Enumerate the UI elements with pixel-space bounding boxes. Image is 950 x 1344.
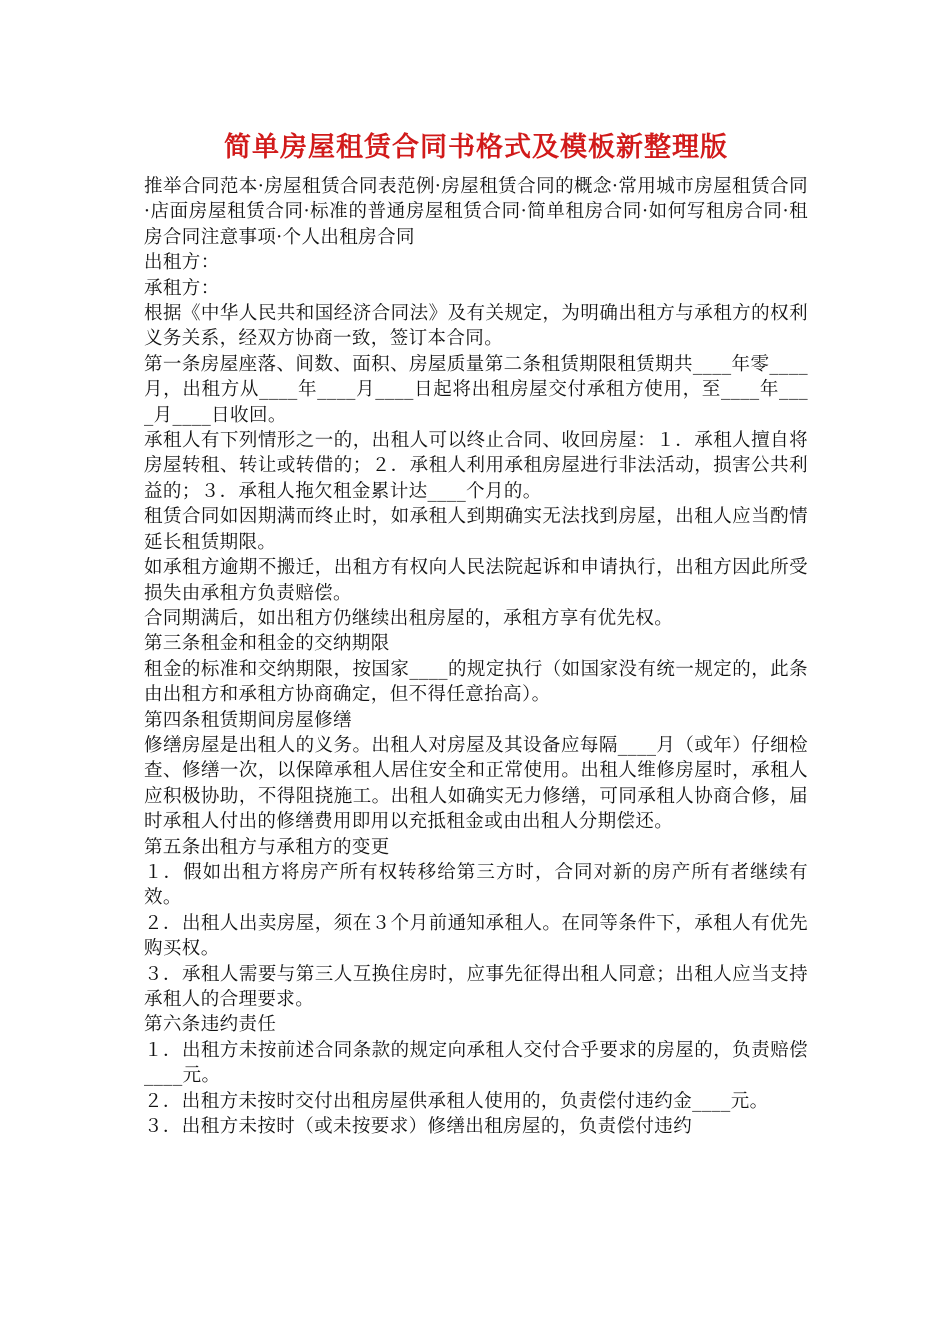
repair-paragraph: 修缮房屋是出租人的义务。出租人对房屋及其设备应每隔____月（或年）仔细检查、修缮一次，以保障承租人居住安全和正常使用。出租人维修房屋时，承租人应积极协助，不得阻挠施工。出租人如确实无力修缮，可同承租人协商合修，届时承租人付出的修缮费用即用以充抵租金或由出租人分期偿还。 [144,734,808,833]
article-3-heading: 第三条租金和租金的交纳期限 [144,633,390,655]
article-6-heading: 第六条违约责任 [144,1014,277,1036]
overstay-paragraph: 如承租方逾期不搬迁，出租方有权向人民法院起诉和申请执行，出租方因此所受损失由承租方负责赔偿。 [144,557,808,604]
recommended-links-paragraph: 推举合同范本·房屋租赁合同表范例·房屋租赁合同的概念·常用城市房屋租赁合同·店面房屋租赁合同·标准的普通房屋租赁合同·简单租房合同·如何写租房合同·租房合同注意事项·个人出租房合同 [144,176,808,248]
article-1-2-paragraph: 第一条房屋座落、间数、面积、房屋质量第二条租赁期限租赁期共____年零____月，出租方从____年____月____日起将出租房屋交付承租方使用，至____年____月____日收回。 [144,353,808,426]
breach-item-2: ２．出租方未按时交付出租房屋供承租人使用的，负责偿付违约金____元。 [144,1090,769,1112]
breach-item-1: １．出租方未按前述合同条款的规定向承租人交付合乎要求的房屋的，负责赔偿____元。 [144,1039,808,1087]
article-5-heading: 第五条出租方与承租方的变更 [144,836,390,858]
termination-paragraph: 承租人有下列情形之一的，出租人可以终止合同、收回房屋：１．承租人擅自将房屋转租、转让或转借的；２．承租人利用承租房屋进行非法活动，损害公共利益的；３．承租人拖欠租金累计达____个月的。 [144,430,808,502]
lessee-line: 承租方： [144,277,220,299]
change-item-2: ２．出租人出卖房屋，须在３个月前通知承租人。在同等条件下，承租人有优先购买权。 [144,912,808,960]
expiry-paragraph: 租赁合同如因期满而终止时，如承租人到期确实无法找到房屋，出租人应当酌情延长租赁期限。 [144,506,808,553]
breach-item-3: ３．出租方未按时（或未按要求）修缮出租房屋的，负责偿付违约 [144,1116,693,1138]
article-4-heading: 第四条租赁期间房屋修缮 [144,709,352,731]
priority-paragraph: 合同期满后，如出租方仍继续出租房屋的，承租方享有优先权。 [144,607,674,629]
document-title: 简单房屋租赁合同书格式及模板新整理版 [224,132,728,163]
change-item-1: １．假如出租方将房产所有权转移给第三方时，合同对新的房产所有者继续有效。 [144,861,808,909]
document-page [144,128,808,1139]
rent-paragraph: 租金的标准和交纳期限，按国家____的规定执行（如国家没有统一规定的，此条由出租方和承租方协商确定，但不得任意抬高）。 [144,658,808,706]
document-body [144,174,808,1139]
lessor-line: 出租方： [144,252,220,274]
preamble-paragraph: 根据《中华人民共和国经济合同法》及有关规定，为明确出租方与承租方的权利义务关系，经双方协商一致，签订本合同。 [144,303,808,350]
change-item-3: ３．承租人需要与第三人互换住房时，应事先征得出租人同意；出租人应当支持承租人的合理要求。 [144,963,808,1010]
